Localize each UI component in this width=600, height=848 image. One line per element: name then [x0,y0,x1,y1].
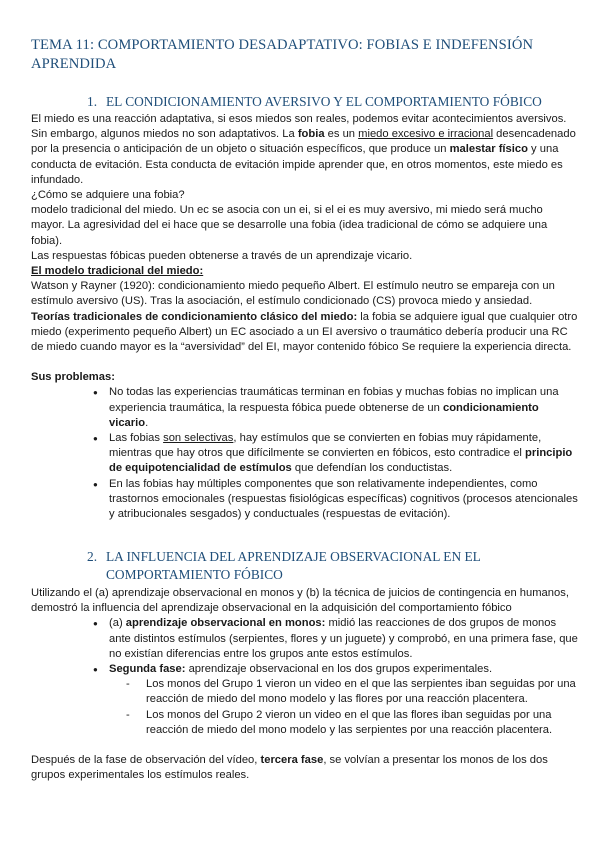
intro-text-d: desencadenado por la presencia o anticipación de un objeto o situación específicos, que produce un [31,128,576,156]
intro-paragraph [31,112,579,188]
group-list [109,677,579,738]
intro-text-c: es un [324,128,359,141]
section-1-number: 1. [87,94,98,109]
problem-1-text: No todas las experiencias traumáticas terminan en fobias y muchas fobias no implican una experiencia traumática, la respuesta fóbica puede obtenerse de un [109,386,559,414]
intro-text-a: El miedo es una reacción adaptativa, si esos miedos son reales, podemos evitar acontecimientos aversivos. Sin embargo, algunos miedos no son adaptativos. La [31,113,567,141]
section-1-title: EL CONDICIONAMIENTO AVERSIVO Y EL COMPORTAMIENTO FÓBICO [106,94,542,109]
problem-2-text-b: , hay estímulos que se convierten en fobias muy rápidamente, mientras que hay otros que difícilmente se convierten en fóbicos, esto contradice el [109,432,542,460]
section-2 [31,548,579,783]
section-1-heading [87,93,579,111]
list-item [109,385,579,431]
theories-paragraph [31,310,579,356]
model-heading [31,264,579,279]
selectivas-phrase: son selectivas [163,432,234,445]
theories-text: la fobia se adquiere igual que cualquier otro miedo (experimento pequeño Albert) un EC asociado a un EI aversivo o traumático debería producir una RC de miedo cuando mayor es la “aversividad” del EI, mayor contenido fóbico Se requiere la experiencia directa. [31,310,578,354]
miedo-excesivo-phrase: miedo excesivo e irracional [358,128,494,141]
item-a-text: midió las reacciones de dos grupos de monos ante distintos estímulos (serpientes, flores y un juguete) y comprobó, en una primera fase, que no existían diferencias entre los grupos ante estos estímulos. [109,617,578,660]
list-item: - Los monos del Grupo 2 vieron un video en el que las flores iban seguidas por una reacción de miedo del mono modelo y las serpientes por una reacción placentera. [146,708,579,738]
problems-list [31,385,579,522]
section-2-title-line-1: LA INFLUENCIA DEL APRENDIZAJE OBSERVACIONAL EN EL [106,549,481,564]
problems-heading [31,370,579,385]
problems-heading-text: Sus problemas: [31,371,115,384]
section-2-heading [87,548,579,584]
section-2-title-line-2: COMPORTAMIENTO FÓBICO [106,567,283,582]
condicionamiento-vicario-term: condicionamiento vicario [109,401,539,429]
page-title: TEMA 11: COMPORTAMIENTO DESADAPTATIVO: FOBIAS E INDEFENSIÓN APRENDIDA [31,37,534,72]
fobia-term: fobia [297,128,325,141]
experiment-list [31,616,579,738]
question-line: ¿Cómo se adquiere una fobia? [31,189,185,202]
problem-1-end: . [145,416,149,429]
segunda-fase-term: Segunda fase: [109,663,186,676]
list-item [109,431,579,477]
model-heading-text: El modelo tradicional del miedo: [31,265,204,278]
equipotencialidad-term: principio de equipotencialidad de estímulos [109,447,573,475]
item-a-label: (a) [109,617,126,630]
intro-text-e: y una conducta de evitación. Esta conducta de evitación impide aprender que, en otros momentos, este miedo es infundado. [31,143,563,186]
segunda-fase-text: aprendizaje observacional en los dos grupos experimentales. [185,663,493,676]
tercera-fase-term: tercera fase [260,754,324,767]
watson-paragraph: Watson y Rayner (1920): condicionamiento miedo pequeño Albert. El estímulo neutro se empareja con un estímulo aversivo (US). Tras la asociación, el estímulo condicionado (CS) provoca miedo y ansiedad. [31,280,555,308]
aprendizaje-monos-term: aprendizaje observacional en monos: [125,617,326,630]
closing-text-a: Después de la fase de observación del vídeo, [31,754,261,767]
list-item [109,616,579,662]
section-2-intro: Utilizando el (a) aprendizaje observacional en monos y (b) la técnica de juicios de contingencia en humanos, demostró la influencia del aprendizaje observacional en la adquisición del comportamiento fóbico [31,587,569,615]
list-item: ● En las fobias hay múltiples componentes que son relativamente independientes, como trastornos emocionales (respuestas fisiológicas específicas) cognitivos (procesos atencionales y atribucionales sesgados) y conductuales (respuestas de evitación). [109,477,579,523]
closing-paragraph [31,753,579,783]
malestar-fisico-term: malestar físico [449,143,528,156]
list-item [109,662,579,738]
theories-heading: Teorías tradicionales de condicionamiento clásico del miedo: [31,310,358,323]
traditional-model-paragraph: modelo tradicional del miedo. Un ec se asocia con un ei, si el ei es muy aversivo, mi miedo será mucho mayor. La agresividad del ei hace que se desarrolle una fobia (idea tradicional de cómo se adquiere una fobia). [31,204,548,247]
section-1 [31,93,579,522]
list-item: - Los monos del Grupo 1 vieron un video en el que las serpientes iban seguidas por una reacción de miedo del mono modelo y las flores por una reacción placentera. [146,677,579,707]
closing-text-b: , se volvían a presentar los monos de los dos grupos experimentales los estímulos reales. [31,754,548,782]
problem-2-text-a: Las fobias [109,432,164,445]
problem-2-text-c: que defendían los conductistas. [291,462,453,475]
vicarious-line: Las respuestas fóbicas pueden obtenerse a través de un aprendizaje vicario. [31,249,413,262]
section-2-number: 2. [87,549,98,564]
